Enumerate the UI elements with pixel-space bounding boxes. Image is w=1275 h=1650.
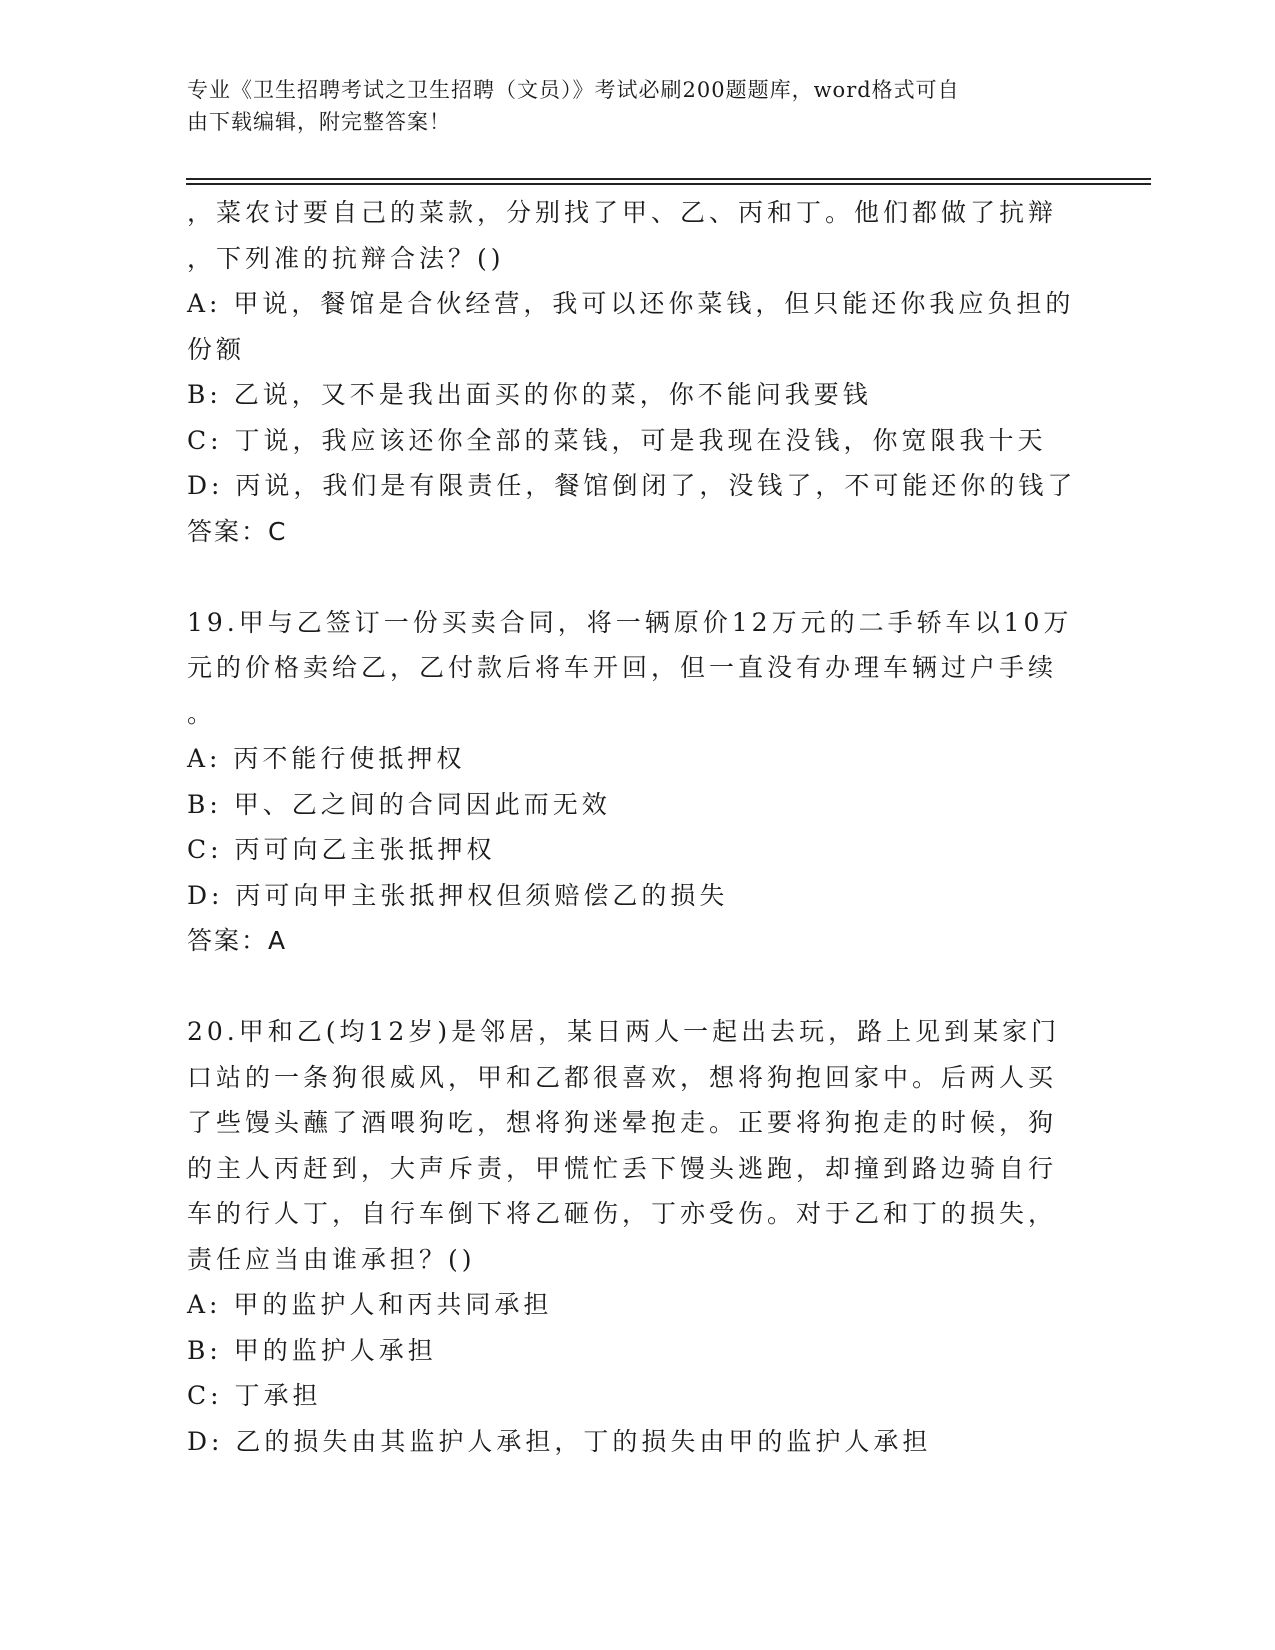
question-18 (187, 190, 1087, 554)
option-a: A: 甲说，餐馆是合伙经营，我可以还你菜钱，但只能还你我应负担的 (187, 289, 1075, 318)
option-c: C: 丁承担 (187, 1381, 322, 1410)
option-b: B: 甲的监护人承担 (187, 1335, 437, 1365)
question-text-line: 的主人丙赶到，大声斥责，甲慌忙丢下馒头逃跑，却撞到路边骑自行 (187, 1153, 1058, 1183)
question-text-line: 20.甲和乙(均12岁)是邻居，某日两人一起出去玩，路上见到某家门 (187, 1017, 1061, 1046)
question-text-line: ，下列准的抗辩合法？() (187, 243, 505, 273)
option-a: A: 丙不能行使抵押权 (187, 744, 466, 773)
option-a-continued: 份额 (187, 334, 246, 364)
question-text-line: 口站的一条狗很威风，甲和乙都很喜欢，想将狗抱回家中。后两人买 (187, 1062, 1058, 1092)
header-rule-bottom (186, 183, 1151, 185)
header-line-2: 由下载编辑，附完整答案！ (187, 110, 451, 134)
option-d: D: 乙的损失由其监护人承担，丁的损失由甲的监护人承担 (187, 1426, 932, 1456)
option-c: C: 丁说，我应该还你全部的菜钱，可是我现在没钱，你宽限我十天 (187, 425, 1047, 455)
answer-line: 答案：A (187, 926, 288, 955)
spacer (187, 964, 1087, 1010)
question-text-line: 元的价格卖给乙，乙付款后将车开回，但一直没有办理车辆过户手续 (187, 653, 1058, 682)
option-a: A: 甲的监护人和丙共同承担 (187, 1290, 553, 1319)
question-text-line: 责任应当由谁承担？() (187, 1244, 476, 1274)
question-text-line: ，菜农讨要自己的菜款，分别找了甲、乙、丙和丁。他们都做了抗辩 (187, 198, 1058, 227)
question-text-line: 车的行人丁，自行车倒下将乙砸伤，丁亦受伤。对于乙和丁的损失， (187, 1199, 1058, 1228)
option-d: D: 丙可向甲主张抵押权但须赔偿乙的损失 (187, 880, 729, 910)
question-20 (187, 1009, 1087, 1464)
header-rule-top (186, 178, 1151, 180)
question-text-line: 了些馒头蘸了酒喂狗吃，想将狗迷晕抱走。正要将狗抱走的时候，狗 (187, 1108, 1058, 1137)
answer-line: 答案：C (187, 516, 288, 546)
document-body (187, 190, 1087, 1464)
option-b: B: 乙说，又不是我出面买的你的菜，你不能问我要钱 (187, 380, 872, 409)
question-19 (187, 600, 1087, 964)
header-line-1: 专业《卫生招聘考试之卫生招聘（文员）》考试必刷200题题库，word格式可自 (187, 78, 960, 102)
option-c: C: 丙可向乙主张抵押权 (187, 835, 496, 864)
spacer (187, 554, 1087, 600)
question-text-line: 19.甲与乙签订一份买卖合同，将一辆原价12万元的二手轿车以10万 (187, 607, 1073, 637)
document-header (187, 74, 1067, 138)
option-b: B: 甲、乙之间的合同因此而无效 (187, 789, 611, 819)
question-text-line: 。 (187, 698, 217, 728)
option-d: D: 丙说，我们是有限责任，餐馆倒闭了，没钱了，不可能还你的钱了 (187, 471, 1077, 500)
